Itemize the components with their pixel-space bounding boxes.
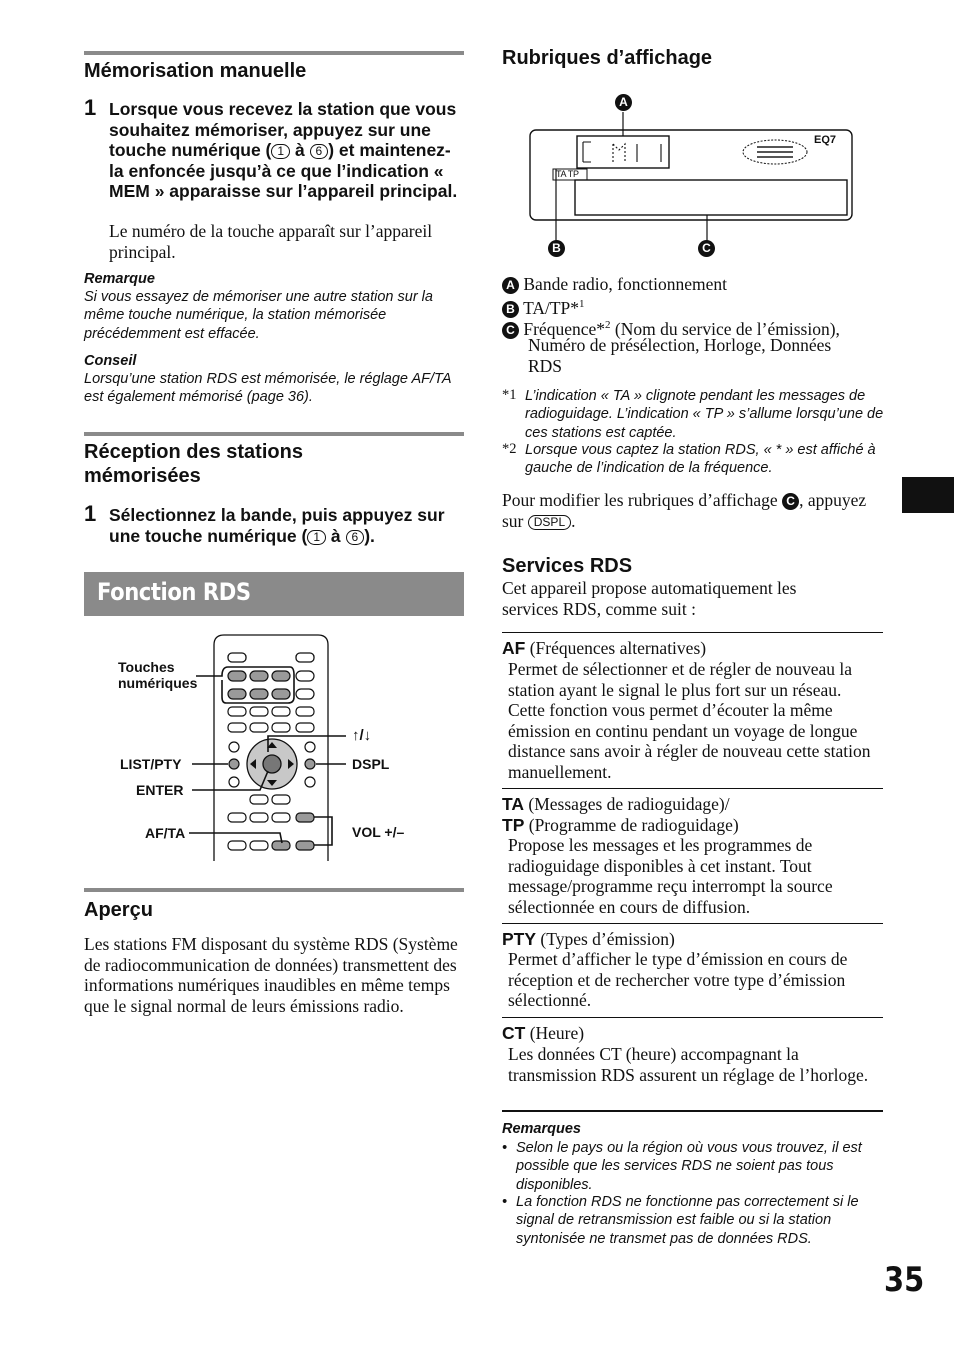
service-row-pty-head: PTY (Types d’émission)	[502, 929, 675, 949]
apercu-body: Les stations FM disposant du système RDS (Système de radiocommunication de données) transmettent des informations numériques inaudibles en même temps que le signal normal de leurs émissions radio.	[84, 934, 458, 1016]
step-number: 1	[84, 95, 97, 120]
service-row-af-desc: Permet de sélectionner et de régler de nouveau la station ayant le signal le plus fort sur un réseau. Cette fonction vous permet d’écouter la même émission en continu pendant un voyage de longue distance sans avoir à régler de nouveau cette station manuellement.	[508, 659, 871, 782]
table-rule	[502, 788, 883, 789]
remarques-title: Remarques	[502, 1121, 581, 1137]
remarque-bullet-2: • La fonction RDS ne fonctionne pas correctement si le signal de retransmission est faible ou si la station syntonisée ne transmet pas de données RDS.	[502, 1194, 859, 1247]
key-1: 1	[307, 530, 326, 545]
service-row-ta-desc: Propose les messages et les programmes de radioguidage disponibles à cet instant. Tout message/programme reçu interrompt la source sélectionnée en cours de diffusion.	[508, 835, 833, 917]
step-instruction: Sélectionnez la bande, puis appuyez sur une touche numérique ( 1 à 6 ).	[109, 505, 445, 546]
service-row-ct-desc: Les données CT (heure) accompagnant la transmission RDS assurent un réglage de l’horloge.	[508, 1044, 869, 1085]
callout-c-icon: C	[782, 493, 799, 510]
footnote-2: Lorsque vous captez la station RDS, « * » est affiché à gauche de l’indication de la fréquence.	[525, 442, 876, 477]
callout-a-icon: A	[615, 94, 632, 111]
display-eq-indicator: EQ7	[814, 134, 837, 146]
section-title-rubriques: Rubriques d’affichage	[502, 47, 713, 69]
label-arrows: ↑/↓	[352, 727, 372, 744]
page-number: 35	[884, 1260, 925, 1300]
label-dspl: DSPL	[352, 756, 390, 772]
table-rule	[502, 1110, 883, 1112]
step-instruction: Lorsque vous recevez la station que vous souhaitez mémoriser, appuyez sur une touche numérique ( 1 à 6 ) et maintenez-la enfoncée jusqu’à ce que l’indication « MEM » apparaisse sur l’appareil principal.	[109, 99, 458, 201]
step-number: 1	[84, 501, 97, 526]
footnote-mark: *2	[502, 441, 517, 457]
chapter-banner: Fonction RDS	[84, 572, 464, 616]
section-rule	[84, 888, 464, 892]
legend-item-a: A Bande radio, fonctionnement	[502, 274, 727, 295]
section-title-apercu: Aperçu	[84, 899, 153, 921]
remarque-bullet-1: • Selon le pays ou la région où vous vous trouvez, il est possible que les services RDS ne soient pas tous disponibles.	[502, 1140, 862, 1193]
label-touches-numeriques: Touches numériques	[118, 659, 198, 691]
legend-item-c: C Fréquence*$^2$ (Nom du service de l’émission),	[502, 315, 887, 339]
section-title-services: Services RDS	[502, 555, 633, 577]
section-rule	[84, 432, 464, 436]
modify-instruction: Pour modifier les rubriques d’affichage C , appuyez sur DSPL .	[502, 490, 867, 531]
table-rule	[502, 1017, 883, 1018]
label-enter: ENTER	[136, 782, 184, 798]
callout-c-icon: C	[698, 240, 715, 257]
section-rule	[84, 51, 464, 55]
section-title-reception: Réception des stations mémorisées	[84, 441, 303, 487]
callout-a-icon: A	[502, 277, 519, 294]
conseil-title: Conseil	[84, 353, 137, 369]
service-row-af-head: AF (Fréquences alternatives)	[502, 638, 707, 658]
key-6: 6	[310, 144, 329, 159]
chapter-side-tab	[902, 477, 954, 513]
callout-b-icon: B	[548, 240, 565, 257]
key-1: 1	[271, 144, 290, 159]
label-af-ta: AF/TA	[145, 825, 186, 841]
services-intro: Cet appareil propose automatiquement les services RDS, comme suit :	[502, 578, 797, 619]
display-tatp-indicator: TA TP	[556, 169, 579, 179]
conseil-text: Lorsqu’une station RDS est mémorisée, le réglage AF/TA est également mémorisé (page 36).	[84, 371, 451, 406]
callout-b-icon: B	[502, 301, 519, 318]
footnote-1: L’indication « TA » clignote pendant les messages de radioguidage. L’indication « TP » s’allume lorsqu’une de ces stations est captée.	[525, 388, 884, 441]
remarque-text: Si vous essayez de mémoriser une autre station sur la même touche numérique, la station mémorisée précédemment est effacée.	[84, 289, 433, 342]
service-row-ct-head: CT (Heure)	[502, 1023, 585, 1043]
footnote-mark: *1	[502, 387, 517, 403]
step-body: Le numéro de la touche apparaît sur l’appareil principal.	[109, 221, 433, 262]
service-row-ta-head: TA (Messages de radioguidage)/ TP (Programme de radioguidage)	[502, 794, 739, 835]
dspl-key: DSPL	[528, 515, 571, 530]
legend-item-c-cont: Numéro de présélection, Horloge, Données RDS	[528, 335, 832, 376]
table-rule	[502, 923, 883, 924]
legend-item-b: B TA/TP*$^1$	[502, 294, 585, 318]
label-list-pty: LIST/PTY	[120, 756, 182, 772]
callout-c-icon: C	[502, 322, 519, 339]
remarque-title: Remarque	[84, 271, 155, 287]
key-6: 6	[346, 530, 365, 545]
service-row-pty-desc: Permet d’afficher le type d’émission en cours de réception et de rechercher votre type d’émission sélectionné.	[508, 949, 848, 1010]
section-title-memorisation: Mémorisation manuelle	[84, 60, 307, 82]
label-vol: VOL +/–	[352, 824, 405, 840]
table-rule	[502, 632, 883, 633]
